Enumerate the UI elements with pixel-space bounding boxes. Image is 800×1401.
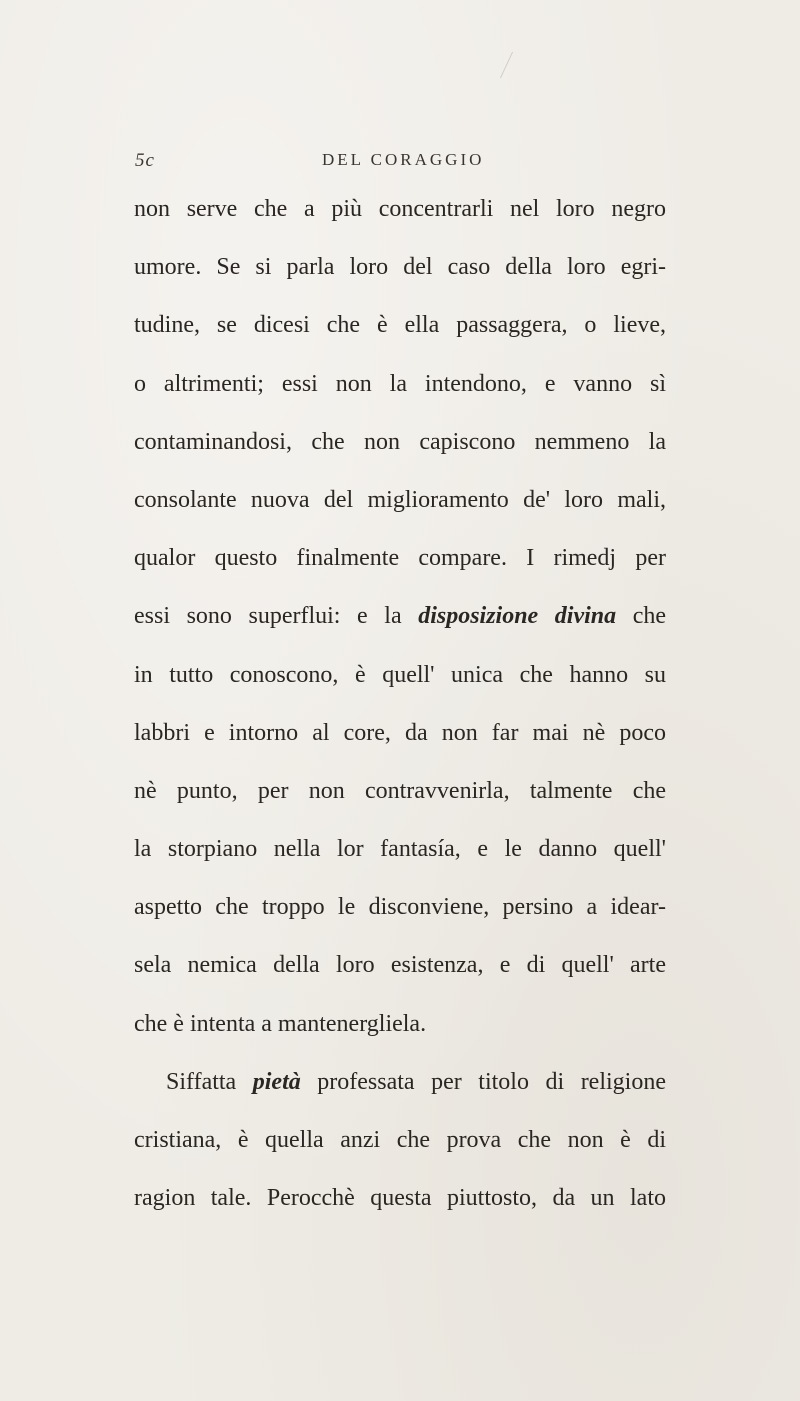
text-line: in tutto conoscono, è quell' unica che hanno su: [134, 661, 666, 688]
text-segment: che: [616, 603, 667, 630]
text-line: qualor questo finalmente compare. I rimedj per: [134, 545, 666, 572]
emphasized-phrase: disposizione divina: [418, 603, 617, 630]
text-line: aspetto che troppo le disconviene, persino a idear-: [134, 894, 666, 921]
text-line: tudine, se dicesi che è ella passaggera, o lieve,: [134, 312, 666, 339]
text-line: nè punto, per non contravvenirla, talmente che: [134, 777, 666, 804]
text-line: labbri e intorno al core, da non far mai nè poco: [134, 719, 666, 746]
text-line: umore. Se si parla loro del caso della loro egri-: [134, 254, 666, 281]
paper-mark: [500, 52, 527, 78]
text-line: contaminandosi, che non capiscono nemmeno la: [134, 428, 666, 455]
text-line: ragion tale. Perocchè questa piuttosto, da un lato: [134, 1185, 666, 1212]
text-segment: Siffatta: [166, 1068, 253, 1095]
text-line: cristiana, è quella anzi che prova che non è di: [134, 1127, 666, 1153]
text-line: [134, 587, 666, 645]
text-line: sela nemica della loro esistenza, e di quell' arte: [134, 952, 666, 979]
text-segment: professata per titolo di religione: [300, 1068, 666, 1095]
page-number: 5c: [135, 150, 155, 171]
page-header: [135, 150, 665, 174]
body-text: [134, 180, 666, 1227]
running-head: DEL CORAGGIO: [322, 150, 485, 169]
text-line: che è intenta a mantenergliela.: [134, 1010, 427, 1037]
text-line: la storpiano nella lor fantasía, e le danno quell': [134, 836, 666, 863]
text-line: consolante nuova del miglioramento de' loro mali,: [134, 486, 666, 513]
text-line: o altrimenti; essi non la intendono, e vanno sì: [134, 370, 666, 397]
text-line: non serve che a più concentrarli nel loro negro: [134, 196, 666, 222]
text-line: [134, 1053, 666, 1111]
emphasized-word: pietà: [252, 1068, 301, 1095]
text-segment: essi sono superflui: e la: [134, 603, 419, 630]
